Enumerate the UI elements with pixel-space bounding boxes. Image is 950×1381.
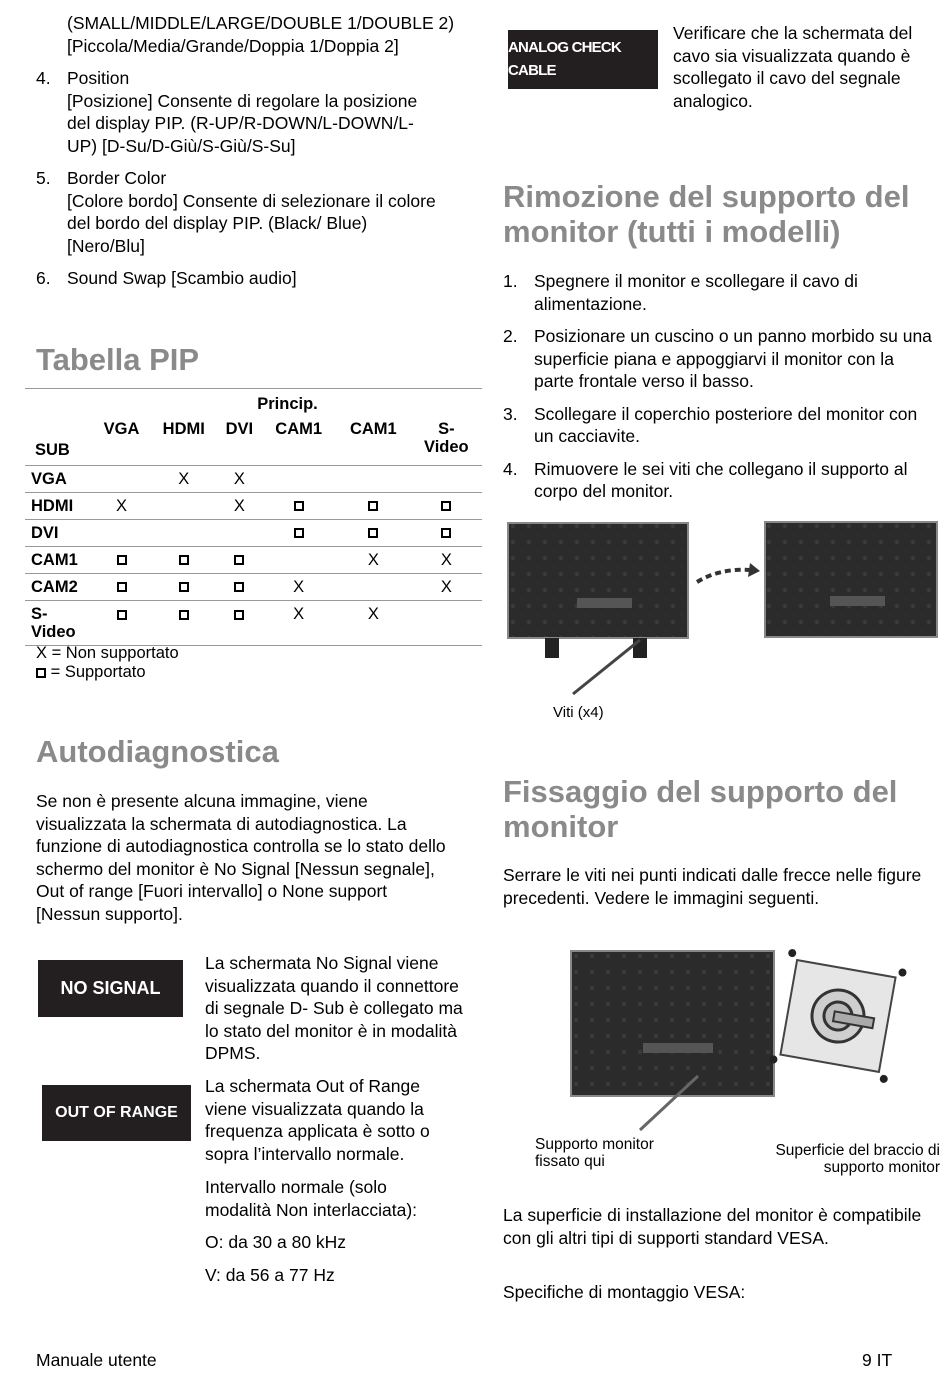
list-item bbox=[36, 167, 486, 257]
vesa-spec: Specifiche di montaggio VESA: bbox=[503, 1282, 746, 1302]
normal-range-text: Intervallo normale (solo modalità Non interlacciata): bbox=[205, 1177, 418, 1220]
list-line: [Nero/Blu] bbox=[67, 235, 145, 256]
checkbox-square-icon bbox=[234, 582, 244, 592]
table-cell bbox=[150, 493, 217, 520]
list-continuation: (SMALL/MIDDLE/LARGE/DOUBLE 1/DOUBLE 2) [Piccola/Media/Grande/Doppia 1/Doppia 2] bbox=[67, 13, 455, 56]
row-header: S- Video bbox=[25, 601, 93, 646]
table-cell bbox=[150, 574, 217, 601]
screws-caption: Viti (x4) bbox=[553, 704, 604, 721]
table-cell bbox=[93, 520, 150, 547]
table-cell bbox=[411, 601, 482, 646]
table-cell bbox=[261, 493, 336, 520]
table-cell bbox=[93, 601, 150, 646]
pip-table bbox=[25, 388, 482, 646]
no-signal-text: La schermata No Signal viene visualizzata quando il connettore di segnale D- Sub è collegato ma lo stato del monitor è in modalità DPMS. bbox=[205, 953, 463, 1063]
column-header: CAM1 bbox=[349, 420, 397, 438]
list-item bbox=[503, 325, 938, 393]
checkbox-square-icon bbox=[117, 610, 127, 620]
checkbox-square-icon bbox=[368, 501, 378, 511]
list-line: Position bbox=[67, 68, 130, 88]
table-cell bbox=[261, 547, 336, 574]
legend-supported bbox=[36, 662, 146, 682]
checkbox-square-icon bbox=[441, 528, 451, 538]
stand-removal-illustration bbox=[505, 518, 940, 698]
table-cell bbox=[411, 466, 482, 493]
table-row bbox=[25, 574, 482, 601]
column-header: CAM1 bbox=[275, 420, 323, 438]
list-line: Border Color bbox=[67, 168, 167, 188]
vesa-text: La superficie di installazione del monitor è compatibile con gli altri tipi di supporti standard VESA. bbox=[503, 1205, 922, 1248]
fix-text: Serrare le viti nei punti indicati dalle frecce nelle figure precedenti. Vedere le immagini seguenti. bbox=[503, 865, 922, 908]
table-cell bbox=[217, 574, 261, 601]
row-header: VGA bbox=[25, 466, 93, 493]
checkbox-square-icon bbox=[234, 610, 244, 620]
no-signal-screen bbox=[38, 960, 183, 1017]
row-header: DVI bbox=[25, 520, 93, 547]
column-header: VGA bbox=[103, 420, 140, 438]
legend-unsupported: X = Non supportato bbox=[36, 644, 179, 662]
list-text: Posizionare un cuscino o un panno morbido su una superficie piana e appoggiarvi il monitor con la parte frontale verso il basso. bbox=[534, 326, 932, 391]
table-cell bbox=[217, 520, 261, 547]
list-line: del display PIP. (R-UP/R-DOWN/L-DOWN/L- bbox=[67, 113, 414, 133]
list-line: del bordo del display PIP. (Black/ Blue) bbox=[67, 213, 368, 233]
checkbox-square-icon bbox=[179, 610, 189, 620]
fix-title: Fissaggio del supporto del monitor bbox=[503, 774, 898, 844]
checkbox-square-icon bbox=[294, 528, 304, 538]
table-cell: X bbox=[336, 601, 411, 646]
table-cell: X bbox=[217, 466, 261, 493]
list-number: 4. bbox=[503, 458, 518, 479]
autodiag-text: Se non è presente alcuna immagine, viene visualizzata la schermata di autodiagnostica. La funzione di autodiagnostica controlla se lo stato dello schermo del monitor è No Signal [Nessun segnale], Out of range [Fuori intervallo] o None support [Nessun supporto]. bbox=[36, 791, 446, 924]
monitor-back-without-stand bbox=[765, 522, 937, 637]
table-row bbox=[25, 520, 482, 547]
table-cell bbox=[411, 520, 482, 547]
vertical-range: V: da 56 a 77 Hz bbox=[205, 1265, 335, 1285]
table-cell: X bbox=[217, 493, 261, 520]
table-cell bbox=[93, 574, 150, 601]
checkbox-square-icon bbox=[368, 528, 378, 538]
monitor-back-with-stand bbox=[508, 523, 688, 694]
list-text: Scollegare il coperchio posteriore del monitor con un cacciavite. bbox=[534, 403, 918, 446]
checkbox-square-icon bbox=[117, 582, 127, 592]
column-header: DVI bbox=[225, 420, 254, 438]
caption-arm-surface: Superficie del braccio di supporto monitor bbox=[775, 1142, 940, 1176]
list-line: [Posizione] Consente di regolare la posizione bbox=[67, 90, 418, 111]
analog-text: Verificare che la schermata del cavo sia visualizzata quando è scollegato il cavo del segnale analogico. bbox=[673, 23, 913, 111]
out-of-range-label: OUT OF RANGE bbox=[55, 1103, 178, 1121]
list-number: 3. bbox=[503, 403, 518, 424]
analog-check-cable-screen bbox=[508, 30, 658, 89]
out-of-range-text: La schermata Out of Range viene visualizzata quando la frequenza applicata è sotto o sopra l’intervallo normale. bbox=[205, 1076, 430, 1164]
table-cell bbox=[336, 574, 411, 601]
table-cell: X bbox=[411, 574, 482, 601]
analog-check-cable-label: ANALOG CHECK CABLE bbox=[508, 39, 621, 79]
list-line: UP) [D-Su/D-Giù/S-Giù/S-Su] bbox=[67, 135, 296, 156]
list-item bbox=[36, 267, 486, 290]
table-row bbox=[25, 466, 482, 493]
autodiag-title: Autodiagnostica bbox=[36, 734, 279, 769]
table-cell bbox=[411, 493, 482, 520]
row-header: CAM1 bbox=[25, 547, 93, 574]
table-cell bbox=[150, 547, 217, 574]
removal-title: Rimozione del supporto del monitor (tutti i modelli) bbox=[503, 179, 910, 249]
table-row bbox=[25, 601, 482, 646]
column-header: HDMI bbox=[162, 420, 205, 438]
table-cell: X bbox=[150, 466, 217, 493]
checkbox-square-icon bbox=[441, 501, 451, 511]
table-cell: X bbox=[261, 601, 336, 646]
checkbox-square-icon bbox=[294, 501, 304, 511]
table-cell: X bbox=[261, 574, 336, 601]
table-cell bbox=[336, 466, 411, 493]
list-number: 6. bbox=[36, 268, 51, 288]
table-cell bbox=[261, 520, 336, 547]
table-cell bbox=[336, 520, 411, 547]
table-cell bbox=[93, 466, 150, 493]
checkbox-square-icon bbox=[234, 555, 244, 565]
list-number: 1. bbox=[503, 271, 518, 291]
main-header: Princip. bbox=[257, 394, 318, 413]
table-cell bbox=[150, 520, 217, 547]
stand-fixing-illustration bbox=[568, 948, 913, 1133]
table-cell: X bbox=[93, 493, 150, 520]
list-number: 2. bbox=[503, 326, 518, 346]
checkbox-square-icon bbox=[36, 668, 46, 678]
removal-steps-list bbox=[503, 270, 938, 503]
footer-left: Manuale utente bbox=[36, 1350, 157, 1370]
out-of-range-screen bbox=[42, 1085, 191, 1141]
checkbox-square-icon bbox=[117, 555, 127, 565]
checkbox-square-icon bbox=[179, 555, 189, 565]
list-number: 5. bbox=[36, 168, 51, 188]
pip-table-title: Tabella PIP bbox=[36, 342, 200, 377]
legend-supported-text: = Supportato bbox=[50, 663, 146, 681]
arrow-icon bbox=[697, 563, 760, 582]
sub-header: SUB bbox=[35, 441, 70, 459]
row-header: HDMI bbox=[25, 493, 93, 520]
table-cell: X bbox=[411, 547, 482, 574]
list-number: 4. bbox=[36, 68, 51, 88]
table-cell: X bbox=[336, 547, 411, 574]
monitor-back bbox=[571, 951, 774, 1130]
list-text: Spegnere il monitor e scollegare il cavo di alimentazione. bbox=[534, 271, 858, 314]
page-number: 9 IT bbox=[862, 1350, 893, 1370]
list-item bbox=[503, 458, 938, 503]
table-cell bbox=[261, 466, 336, 493]
list-item bbox=[503, 403, 938, 448]
list-item bbox=[503, 270, 938, 315]
list-text: Rimuovere le sei viti che collegano il supporto al corpo del monitor. bbox=[534, 458, 908, 501]
caption-stand-fixed: Supporto monitor fissato qui bbox=[535, 1136, 654, 1170]
table-cell bbox=[150, 601, 217, 646]
pip-options-list bbox=[36, 67, 486, 290]
table-cell bbox=[217, 601, 261, 646]
table-cell bbox=[93, 547, 150, 574]
table-cell bbox=[336, 493, 411, 520]
horizontal-range: O: da 30 a 80 kHz bbox=[205, 1232, 347, 1252]
checkbox-square-icon bbox=[179, 582, 189, 592]
no-signal-label: NO SIGNAL bbox=[60, 978, 161, 999]
table-cell bbox=[217, 547, 261, 574]
list-item bbox=[36, 67, 486, 157]
table-row bbox=[25, 547, 482, 574]
column-header: S- Video bbox=[424, 420, 469, 456]
row-header: CAM2 bbox=[25, 574, 93, 601]
list-line: [Colore bordo] Consente di selezionare il colore bbox=[67, 190, 436, 211]
table-row bbox=[25, 493, 482, 520]
stand-arm-plate bbox=[769, 948, 907, 1083]
list-line: Sound Swap [Scambio audio] bbox=[67, 268, 297, 288]
